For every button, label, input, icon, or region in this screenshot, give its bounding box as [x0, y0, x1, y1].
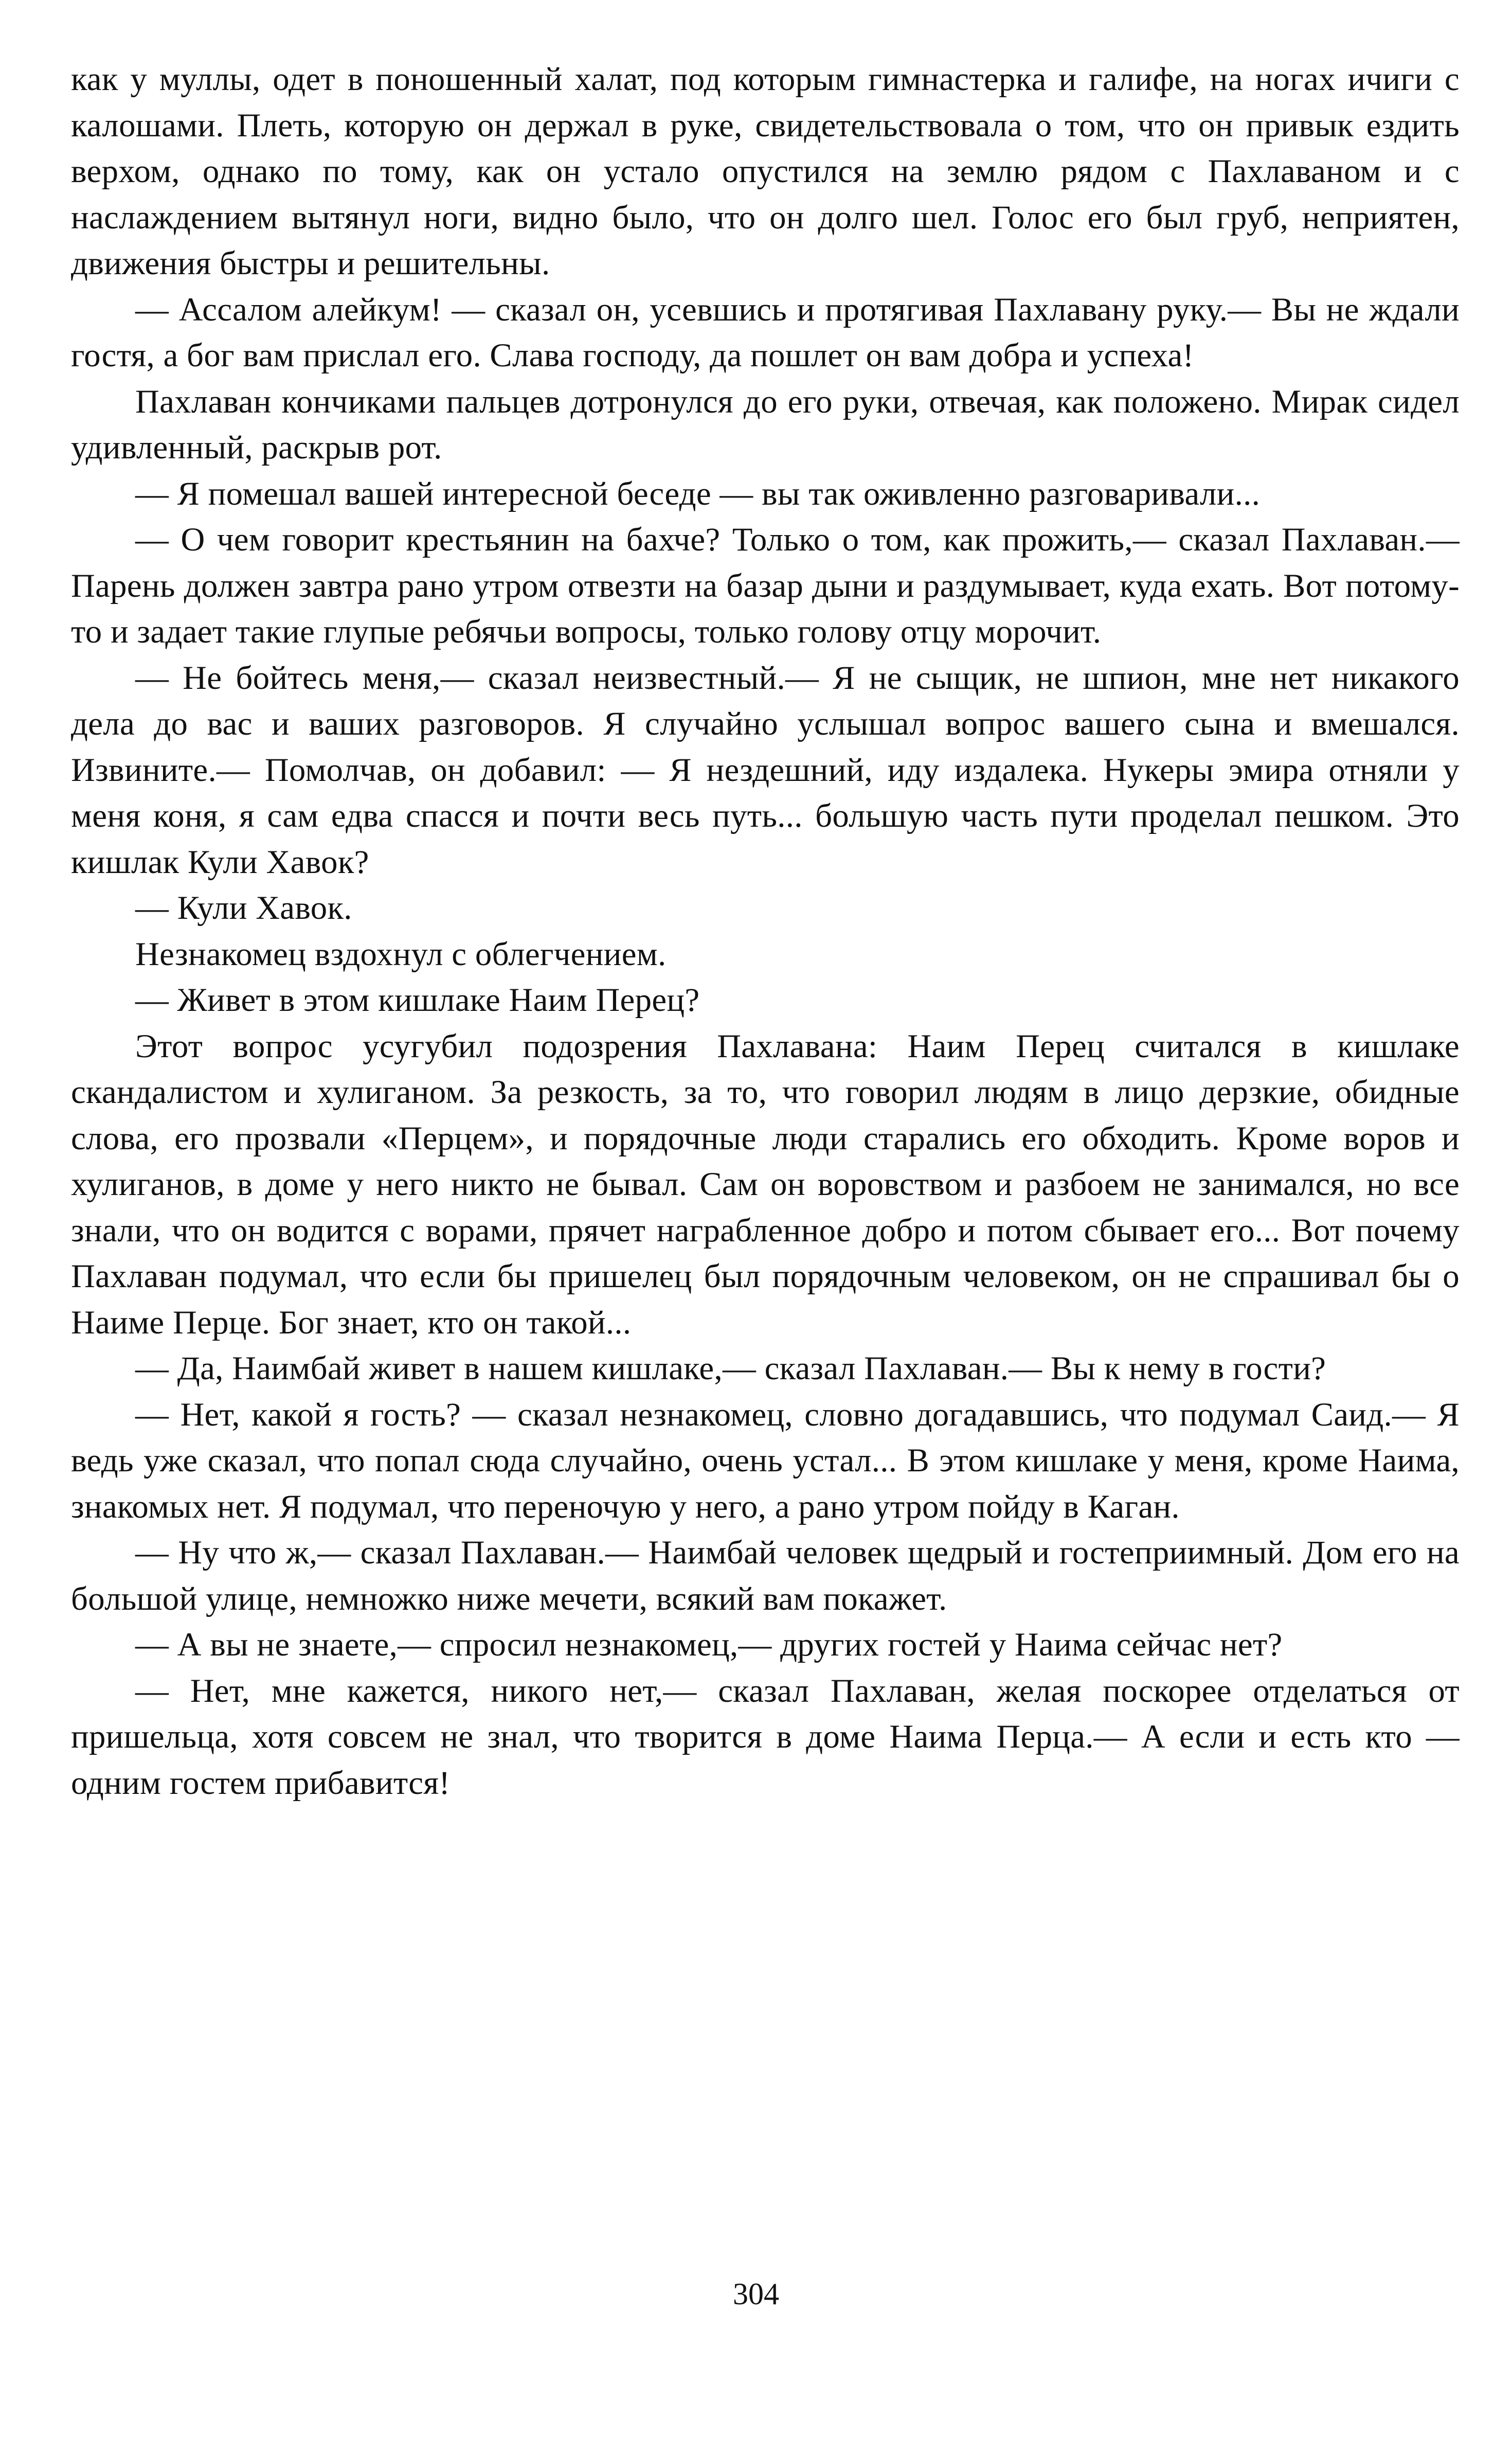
page-number: 304 [733, 2277, 779, 2311]
paragraph: — О чем говорит крестьянин на бахче? Только о том, как прожить,— сказал Пахлаван.— Парень должен завтра рано утром отвезти на базар дыни и раздумывает, куда ехать. Вот потому-то и задает такие глупые ребячьи вопросы, только голову отцу морочит. [71, 521, 1460, 650]
paragraph: — Кули Хавок. [135, 889, 352, 927]
paragraph: — Ассалом алейкум! — сказал он, усевшись и протягивая Пахлавану руку.— Вы не ждали гостя, а бог вам прислал его. Слава господу, да пошлет он вам добра и успеха! [71, 291, 1460, 374]
paragraph: — Я помешал вашей интересной беседе — вы так оживленно разговаривали... [135, 475, 1261, 512]
page-text [71, 57, 1460, 1806]
paragraph: — Ну что ж,— сказал Пахлаван.— Наимбай человек щедрый и гостеприимный. Дом его на большой улице, немножко ниже мечети, всякий вам покажет. [71, 1534, 1460, 1617]
paragraph: — Нет, какой я гость? — сказал незнакомец, словно догадавшись, что подумал Саид.— Я ведь уже сказал, что попал сюда случайно, очень устал... В этом кишлаке у меня, кроме Наима, знакомых нет. Я подумал, что переночую у него, а рано утром пойду в Каган. [71, 1396, 1460, 1525]
paragraph: — Нет, мне кажется, никого нет,— сказал Пахлаван, желая поскорее отделаться от пришельца, хотя совсем не знал, что творится в доме Наима Перца.— А если и есть кто — одним гостем прибавится! [71, 1672, 1460, 1802]
paragraph: — Да, Наимбай живет в нашем кишлаке,— сказал Пахлаван.— Вы к нему в гости? [135, 1350, 1326, 1387]
paragraph: Этот вопрос усугубил подозрения Пахлавана: Наим Перец считался в кишлаке скандалистом и хулиганом. За резкость, за то, что говорил людям в лицо дерзкие, обидные слова, его прозвали «Перцем», и порядочные люди старались его обходить. Кроме воров и хулиганов, в доме у него никто не бывал. Сам он воровством и разбоем не занимался, но все знали, что он водится с ворами, прячет награбленное добро и потом сбывает его... Вот почему Пахлаван подумал, что если бы пришелец был порядочным человеком, он не спрашивал бы о Наиме Перце. Бог знает, кто он такой... [71, 1027, 1460, 1341]
paragraph: Незнакомец вздохнул с облегчением. [135, 935, 667, 973]
paragraph: как у муллы, одет в поношенный халат, под которым гимнастерка и галифе, на ногах ичиги с калошами. Плеть, которую он держал в руке, свидетельствовала о том, что он привык ездить верхом, однако по тому, как он устало опустился на землю рядом с Пахлаваном и с наслаждением вытянул ноги, видно было, что он долго шел. Голос его был груб, неприятен, движения быстры и решительны. [71, 61, 1460, 282]
paragraph: — А вы не знаете,— спросил незнакомец,— других гостей у Наима сейчас нет? [135, 1626, 1283, 1663]
paragraph: — Живет в этом кишлаке Наим Перец? [135, 982, 700, 1019]
paragraph: — Не бойтесь меня,— сказал неизвестный.— Я не сыщик, не шпион, мне нет никакого дела до вас и ваших разговоров. Я случайно услышал вопрос вашего сына и вмешался. Извините.— Помолчав, он добавил: — Я нездешний, иду издалека. Нукеры эмира отняли у меня коня, я сам едва спасся и почти весь путь... большую часть пути проделал пешком. Это кишлак Кули Хавок? [71, 659, 1460, 881]
paragraph: Пахлаван кончиками пальцев дотронулся до его руки, отвечая, как положено. Мирак сидел удивленный, раскрыв рот. [71, 383, 1460, 466]
